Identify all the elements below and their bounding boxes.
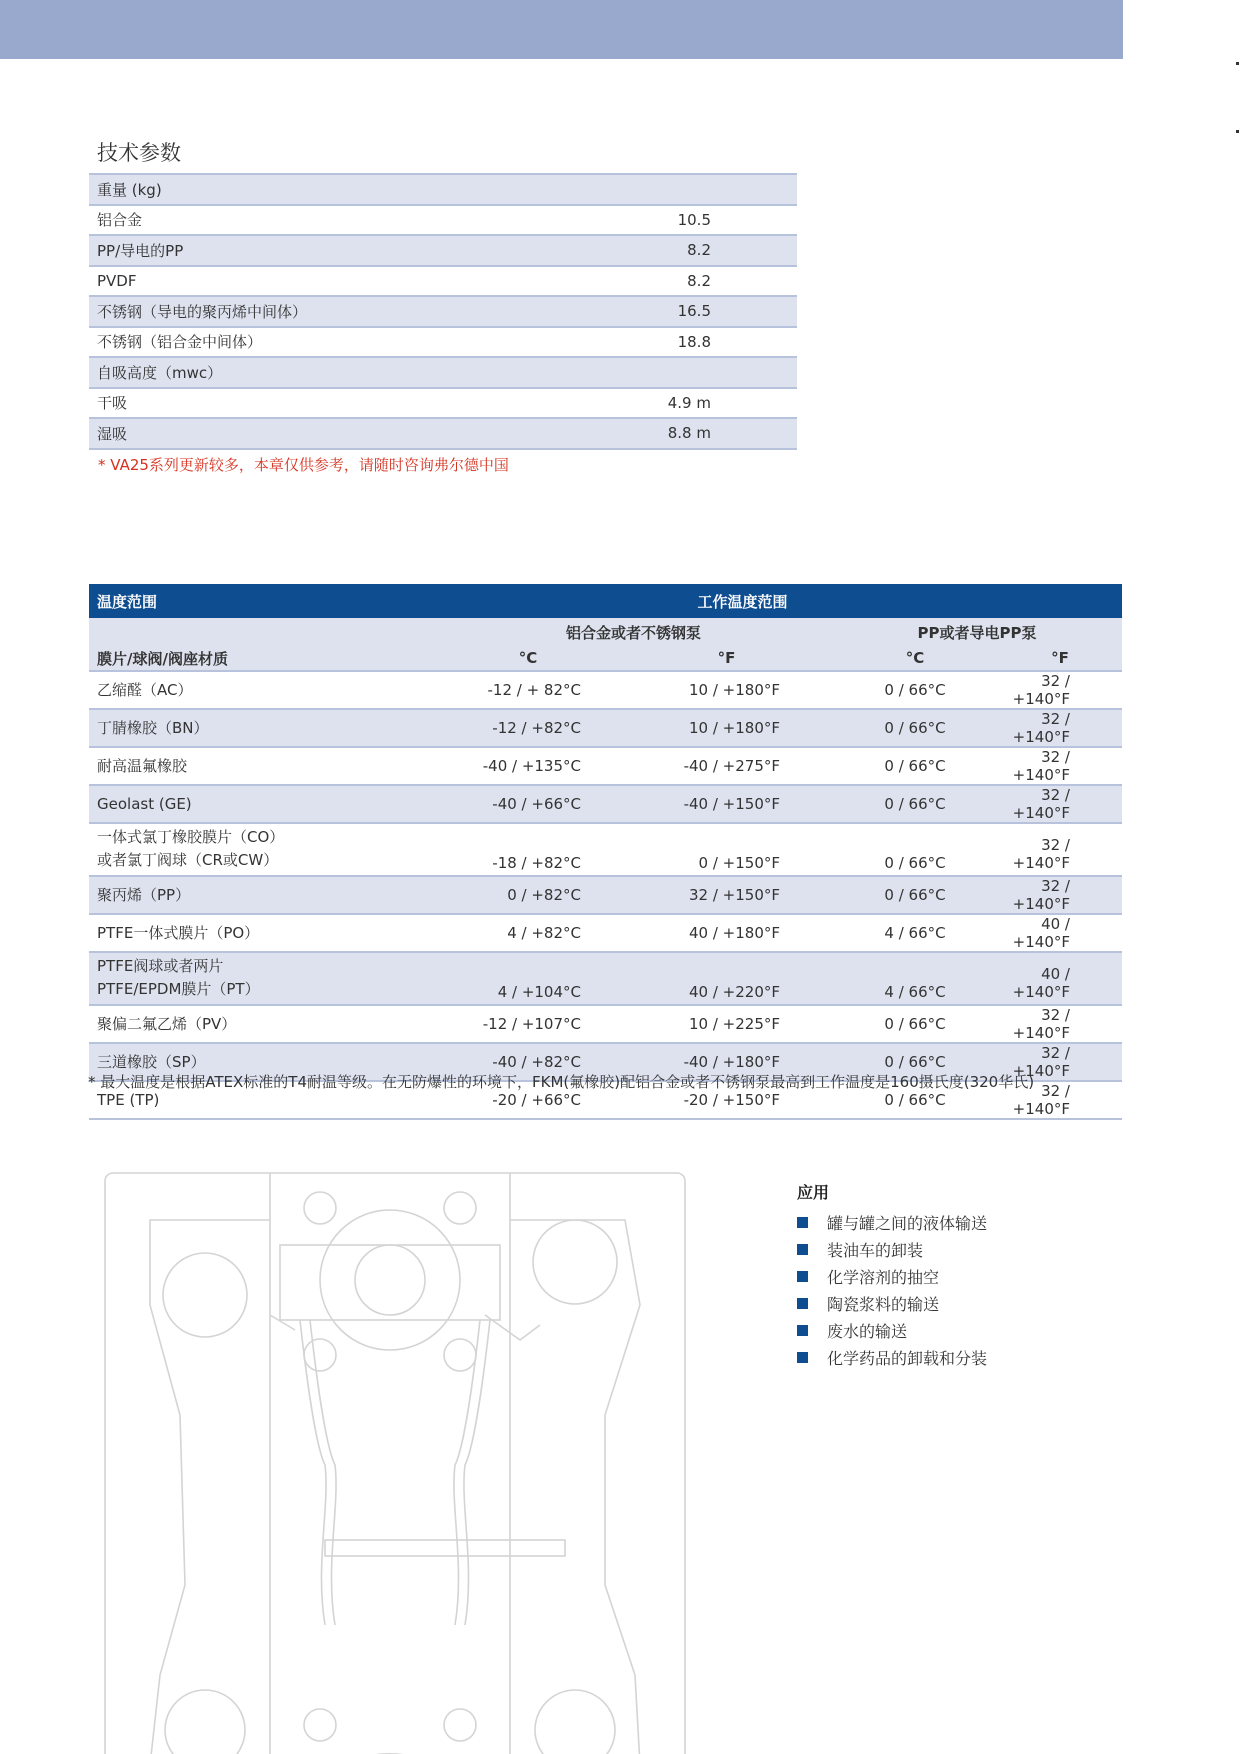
tech-param-row xyxy=(89,174,797,205)
material-name: 丁腈橡胶（BN） xyxy=(97,718,209,737)
tech-param-value: 4.9 m xyxy=(583,388,797,419)
tech-param-row xyxy=(89,388,797,419)
pp-celsius-cell: 0 / 66°C xyxy=(832,671,998,709)
material-name-line2: PTFE/EPDM膜片（PT） xyxy=(97,980,260,998)
application-text: 废水的输送 xyxy=(827,1322,908,1341)
temperature-row xyxy=(89,1005,1122,1043)
pp-celsius-cell: 0 / 66°C xyxy=(832,876,998,914)
alu-celsius-cell: 4 / +104°C xyxy=(435,952,621,1005)
material-name: 耐高温氟橡胶 xyxy=(97,756,188,775)
temperature-header-row xyxy=(89,584,1122,618)
pp-fahrenheit-cell: 32 / +140°F xyxy=(998,876,1122,914)
pp-celsius-cell: 0 / 66°C xyxy=(832,709,998,747)
alu-celsius-cell: -12 / +82°C xyxy=(435,709,621,747)
header-band xyxy=(0,0,1123,59)
tech-param-label: 重量 (kg) xyxy=(89,174,583,205)
temperature-footnote: * 最大温度是根据ATEX标准的T4耐温等级。在无防爆性的环境下，FKM(氟橡胶)配铝合金或者不锈钢泵最高到工作温度是160摄氏度(320华氏) xyxy=(88,1073,1035,1091)
tech-param-row xyxy=(89,205,797,236)
temperature-header-left: 温度范围 xyxy=(89,584,435,618)
temperature-row xyxy=(89,876,1122,914)
alu-fahrenheit-cell: -20 / +150°F xyxy=(621,1081,832,1119)
tech-param-label: 湿吸 xyxy=(89,418,583,449)
pp-celsius-cell: 4 / 66°C xyxy=(832,952,998,1005)
material-cell xyxy=(89,709,435,747)
alu-celsius-cell: -18 / +82°C xyxy=(435,823,621,876)
alu-celsius-cell: -40 / +66°C xyxy=(435,785,621,823)
alu-fahrenheit-cell: -40 / +180°F xyxy=(621,1043,832,1081)
material-column-label: 膜片/球阀/阀座材质 xyxy=(89,646,435,671)
tech-params-title: 技术参数 xyxy=(97,141,181,165)
material-cell xyxy=(89,785,435,823)
pump-drawing xyxy=(100,1165,690,1754)
alu-fahrenheit-cell: -40 / +150°F xyxy=(621,785,832,823)
tech-param-label: 自吸高度（mwc） xyxy=(89,357,583,388)
alu-fahrenheit-cell: 40 / +220°F xyxy=(621,952,832,1005)
tech-param-label: PP/导电的PP xyxy=(89,235,583,266)
tech-params-note: * VA25系列更新较多，本章仅供参考，请随时咨询弗尔德中国 xyxy=(98,456,509,474)
tech-param-label: 不锈钢（导电的聚丙烯中间体） xyxy=(89,296,583,327)
bullet-square-icon xyxy=(797,1271,808,1282)
bullet-square-icon xyxy=(797,1244,808,1255)
application-item xyxy=(797,1290,987,1317)
pp-fahrenheit-cell: 32 / +140°F xyxy=(998,1005,1122,1043)
group-pp: PP或者导电PP泵 xyxy=(832,618,1122,646)
pp-celsius-cell: 0 / 66°C xyxy=(832,1081,998,1119)
material-cell xyxy=(89,747,435,785)
alu-fahrenheit-cell: 10 / +180°F xyxy=(621,671,832,709)
application-item xyxy=(797,1236,987,1263)
unit-c: °C xyxy=(832,646,998,671)
application-item xyxy=(797,1344,987,1371)
tech-param-row xyxy=(89,357,797,388)
tech-param-label: 干吸 xyxy=(89,388,583,419)
unit-c: °C xyxy=(435,646,621,671)
temperature-header-right: 工作温度范围 xyxy=(435,584,1122,618)
material-cell xyxy=(89,876,435,914)
pp-celsius-cell: 0 / 66°C xyxy=(832,747,998,785)
pp-fahrenheit-cell: 40 / +140°F xyxy=(998,952,1122,1005)
pp-fahrenheit-cell: 32 / +140°F xyxy=(998,747,1122,785)
bullet-square-icon xyxy=(797,1217,808,1228)
alu-celsius-cell: -40 / +82°C xyxy=(435,1043,621,1081)
material-name: TPE (TP) xyxy=(97,1090,160,1109)
bullet-square-icon xyxy=(797,1325,808,1336)
temperature-row xyxy=(89,747,1122,785)
temperature-row xyxy=(89,709,1122,747)
application-item xyxy=(797,1263,987,1290)
tech-param-label: 不锈钢（铝合金中间体） xyxy=(89,327,583,358)
application-text: 化学溶剂的抽空 xyxy=(827,1268,940,1287)
tech-param-label: PVDF xyxy=(89,266,583,297)
material-cell xyxy=(89,823,435,876)
temperature-row xyxy=(89,952,1122,1005)
temperature-row xyxy=(89,914,1122,952)
tech-param-value: 16.5 xyxy=(583,296,797,327)
pp-fahrenheit-cell: 40 / +140°F xyxy=(998,914,1122,952)
alu-celsius-cell: -12 / +107°C xyxy=(435,1005,621,1043)
tech-param-value: 8.2 xyxy=(583,266,797,297)
alu-fahrenheit-cell: -40 / +275°F xyxy=(621,747,832,785)
application-text: 陶瓷浆料的输送 xyxy=(827,1295,940,1314)
pp-fahrenheit-cell: 32 / +140°F xyxy=(998,1043,1122,1081)
edge-mark xyxy=(1236,62,1239,65)
tech-param-row xyxy=(89,327,797,358)
bullet-square-icon xyxy=(797,1298,808,1309)
pp-fahrenheit-cell: 32 / +140°F xyxy=(998,823,1122,876)
bullet-square-icon xyxy=(797,1352,808,1363)
tech-param-row xyxy=(89,418,797,449)
alu-fahrenheit-cell: 32 / +150°F xyxy=(621,876,832,914)
alu-fahrenheit-cell: 10 / +225°F xyxy=(621,1005,832,1043)
tech-param-value: 8.8 m xyxy=(583,418,797,449)
pp-celsius-cell: 0 / 66°C xyxy=(832,1043,998,1081)
pp-fahrenheit-cell: 32 / +140°F xyxy=(998,1081,1122,1119)
alu-fahrenheit-cell: 10 / +180°F xyxy=(621,709,832,747)
alu-celsius-cell: -20 / +66°C xyxy=(435,1081,621,1119)
application-item xyxy=(797,1209,987,1236)
alu-celsius-cell: -12 / + 82°C xyxy=(435,671,621,709)
material-name: PTFE一体式膜片（PO） xyxy=(97,923,260,942)
temperature-row xyxy=(89,671,1122,709)
tech-param-value: 8.2 xyxy=(583,235,797,266)
temperature-group-row xyxy=(89,618,1122,646)
tech-param-value: 18.8 xyxy=(583,327,797,358)
tech-param-label: 铝合金 xyxy=(89,205,583,236)
material-cell xyxy=(89,671,435,709)
material-cell xyxy=(89,914,435,952)
pp-fahrenheit-cell: 32 / +140°F xyxy=(998,671,1122,709)
edge-mark xyxy=(1236,130,1239,133)
applications-list xyxy=(797,1180,987,1371)
pp-fahrenheit-cell: 32 / +140°F xyxy=(998,709,1122,747)
tech-param-row xyxy=(89,235,797,266)
material-name: Geolast (GE) xyxy=(97,794,192,813)
application-text: 罐与罐之间的液体输送 xyxy=(827,1214,988,1233)
material-name: 乙缩醛（AC） xyxy=(97,680,193,699)
material-name: PTFE阀球或者两片 xyxy=(97,957,224,975)
pp-celsius-cell: 0 / 66°C xyxy=(832,785,998,823)
unit-f: °F xyxy=(998,646,1122,671)
unit-f: °F xyxy=(621,646,832,671)
material-cell xyxy=(89,1005,435,1043)
tech-param-row xyxy=(89,296,797,327)
temperature-row xyxy=(89,785,1122,823)
temperature-table xyxy=(89,584,1122,1120)
pp-celsius-cell: 0 / 66°C xyxy=(832,823,998,876)
material-name: 三道橡胶（SP） xyxy=(97,1052,206,1071)
alu-celsius-cell: -40 / +135°C xyxy=(435,747,621,785)
temperature-unit-row xyxy=(89,646,1122,671)
alu-fahrenheit-cell: 40 / +180°F xyxy=(621,914,832,952)
group-alu-steel: 铝合金或者不锈钢泵 xyxy=(435,618,832,646)
temperature-row xyxy=(89,823,1122,876)
pp-celsius-cell: 0 / 66°C xyxy=(832,1005,998,1043)
tech-param-value xyxy=(583,174,797,205)
application-text: 化学药品的卸载和分装 xyxy=(827,1349,988,1368)
alu-celsius-cell: 0 / +82°C xyxy=(435,876,621,914)
pp-fahrenheit-cell: 32 / +140°F xyxy=(998,785,1122,823)
applications-title: 应用 xyxy=(797,1183,830,1202)
pp-celsius-cell: 4 / 66°C xyxy=(832,914,998,952)
material-name: 聚丙烯（PP） xyxy=(97,885,191,904)
tech-param-row xyxy=(89,266,797,297)
material-cell xyxy=(89,952,435,1005)
application-item xyxy=(797,1317,987,1344)
tech-param-value: 10.5 xyxy=(583,205,797,236)
material-name: 聚偏二氟乙烯（PV） xyxy=(97,1014,237,1033)
application-text: 装油车的卸装 xyxy=(827,1241,924,1260)
tech-param-value xyxy=(583,357,797,388)
material-name-line2: 或者氯丁阀球（CR或CW） xyxy=(97,851,279,869)
material-name: 一体式氯丁橡胶膜片（CO） xyxy=(97,828,285,846)
alu-celsius-cell: 4 / +82°C xyxy=(435,914,621,952)
alu-fahrenheit-cell: 0 / +150°F xyxy=(621,823,832,876)
tech-params-table xyxy=(89,173,797,450)
